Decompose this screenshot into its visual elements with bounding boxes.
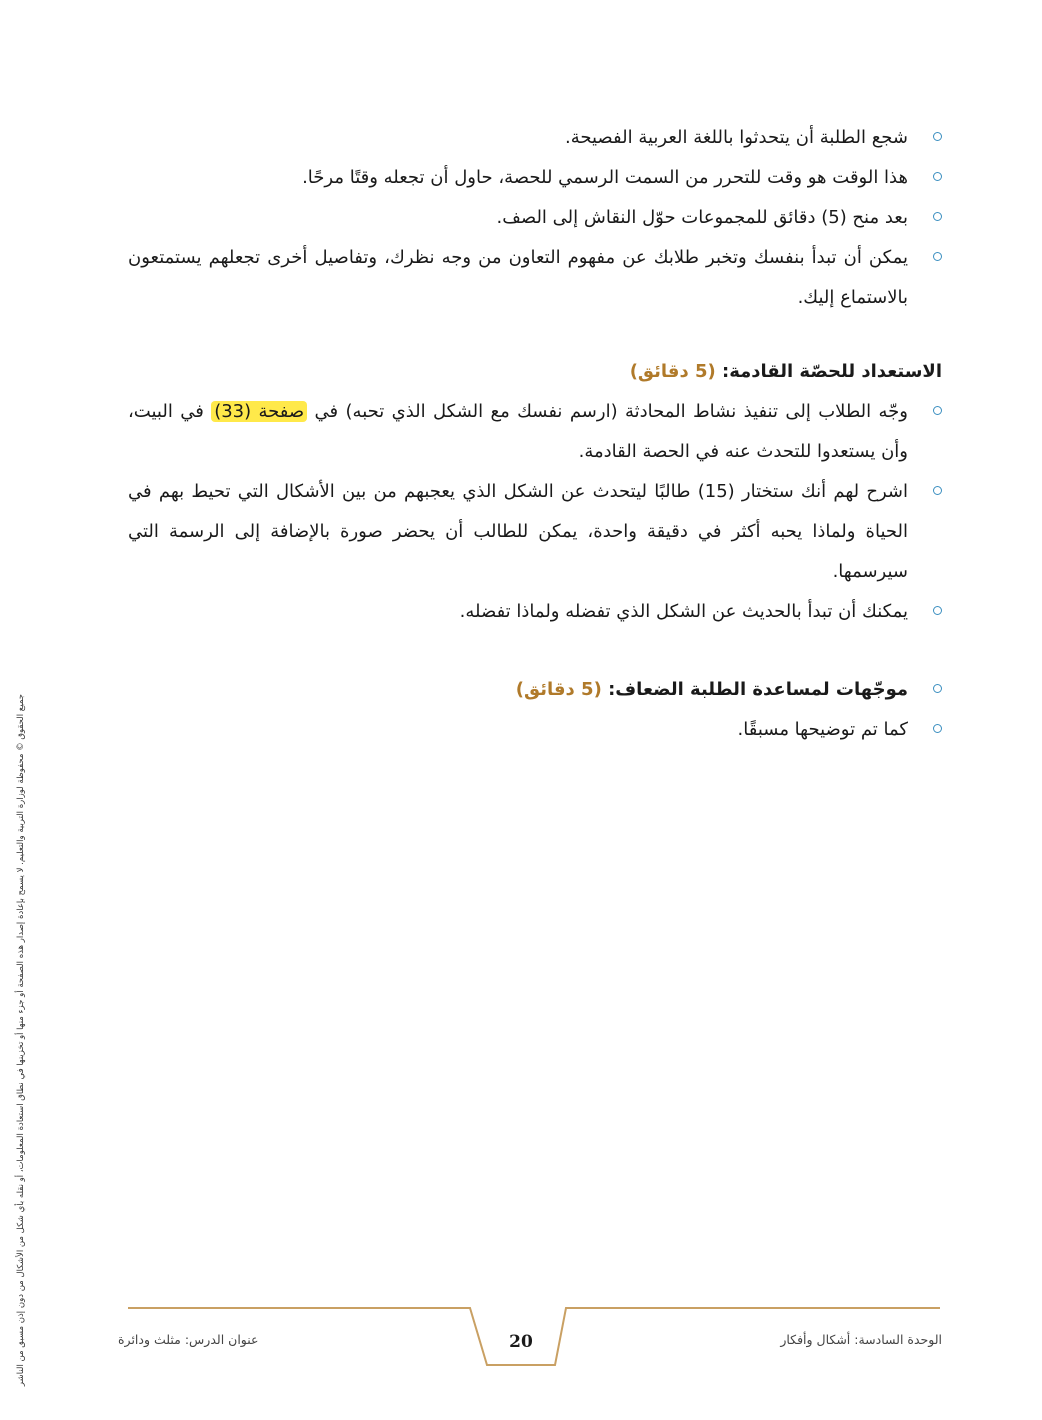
- list-item-text: بعد منح (5) دقائق للمجموعات حوّل النقاش إلى الصف.: [496, 207, 908, 228]
- bullet-circle-icon: [933, 606, 942, 615]
- bullet-circle-icon: [933, 172, 942, 181]
- prep-section-title: [128, 352, 942, 392]
- list-item-text: شجع الطلبة أن يتحدثوا باللغة العربية الفصيحة.: [564, 127, 908, 148]
- bullet-circle-icon: [933, 212, 942, 221]
- bullet-circle-icon: [933, 684, 942, 693]
- list-item: [128, 238, 942, 318]
- list-item-text: في البيت، وأن يستعدوا للتحدث عنه في الحصة القادمة.: [128, 401, 908, 462]
- bullet-circle-icon: [933, 486, 942, 495]
- weak-section-title: [128, 670, 942, 710]
- prep-bullet-list: [128, 392, 942, 632]
- intro-bullet-list: [128, 118, 942, 318]
- bullet-circle-icon: [933, 406, 942, 415]
- list-item: [128, 158, 942, 198]
- list-item-text: هذا الوقت هو وقت للتحرر من السمت الرسمي للحصة، حاول أن تجعله وقتًا مرحًا.: [302, 167, 908, 188]
- list-item-text: يمكنك أن تبدأ بالحديث عن الشكل الذي تفضله ولماذا تفضله.: [459, 601, 908, 622]
- list-item-text: اشرح لهم أنك ستختار (15) طالبًا ليتحدث عن الشكل الذي يعجبهم من بين الأشكال التي تحيط بهم في الحياة ولماذا يحبه أكثر في دقيقة واحدة، يمكن للطالب أن يحضر صورة بالإضافة إلى الرسمة التي سيرسمها.: [128, 481, 908, 582]
- page-footer: [0, 1290, 1042, 1370]
- list-item: [128, 118, 942, 158]
- list-item: [128, 472, 942, 592]
- bullet-circle-icon: [933, 724, 942, 733]
- footer-unit-title: الوحدة السادسة: أشكال وأفكار: [780, 1332, 942, 1347]
- prep-title-text: الاستعداد للحصّة القادمة:: [722, 361, 942, 382]
- list-item: [128, 198, 942, 238]
- weak-duration: (5 دقائق): [515, 679, 602, 700]
- prep-duration: (5 دقائق): [629, 361, 716, 382]
- list-item: [128, 710, 942, 750]
- weak-section-list: [128, 670, 942, 750]
- list-item-text: يمكن أن تبدأ بنفسك وتخبر طلابك عن مفهوم التعاون من وجه نظرك، وتفاصيل أخرى تجعلهم يستمتعون بالاستماع إليك.: [128, 247, 908, 308]
- bullet-circle-icon: [933, 132, 942, 141]
- page-number: 20: [509, 1332, 533, 1352]
- copyright-side-note: جميع الحقوق © محفوظة لوزارة التربية والتعليم. لا يسمح بإعادة إصدار هذه الصفحة أو جزء منها أو تخزينها في نطاق استعادة المعلومات، أو نقله بأي شكل من الأشكال من دون إذن مسبق من الناشر: [16, 693, 26, 1387]
- bullet-circle-icon: [933, 252, 942, 261]
- list-item: [128, 592, 942, 632]
- list-item-text: كما تم توضيحها مسبقًا.: [737, 719, 908, 740]
- footer-lesson-title: عنوان الدرس: مثلث ودائرة: [118, 1332, 259, 1347]
- weak-title-text: موجّهات لمساعدة الطلبة الضعاف:: [608, 679, 908, 700]
- footer-rule-divider: [0, 1290, 1042, 1370]
- list-item: [128, 392, 942, 472]
- highlighted-page-reference: صفحة (33): [211, 401, 307, 422]
- list-item-text: وجّه الطلاب إلى تنفيذ نشاط المحادثة (ارسم نفسك مع الشكل الذي تحبه) في: [307, 401, 908, 422]
- main-content: [128, 118, 942, 750]
